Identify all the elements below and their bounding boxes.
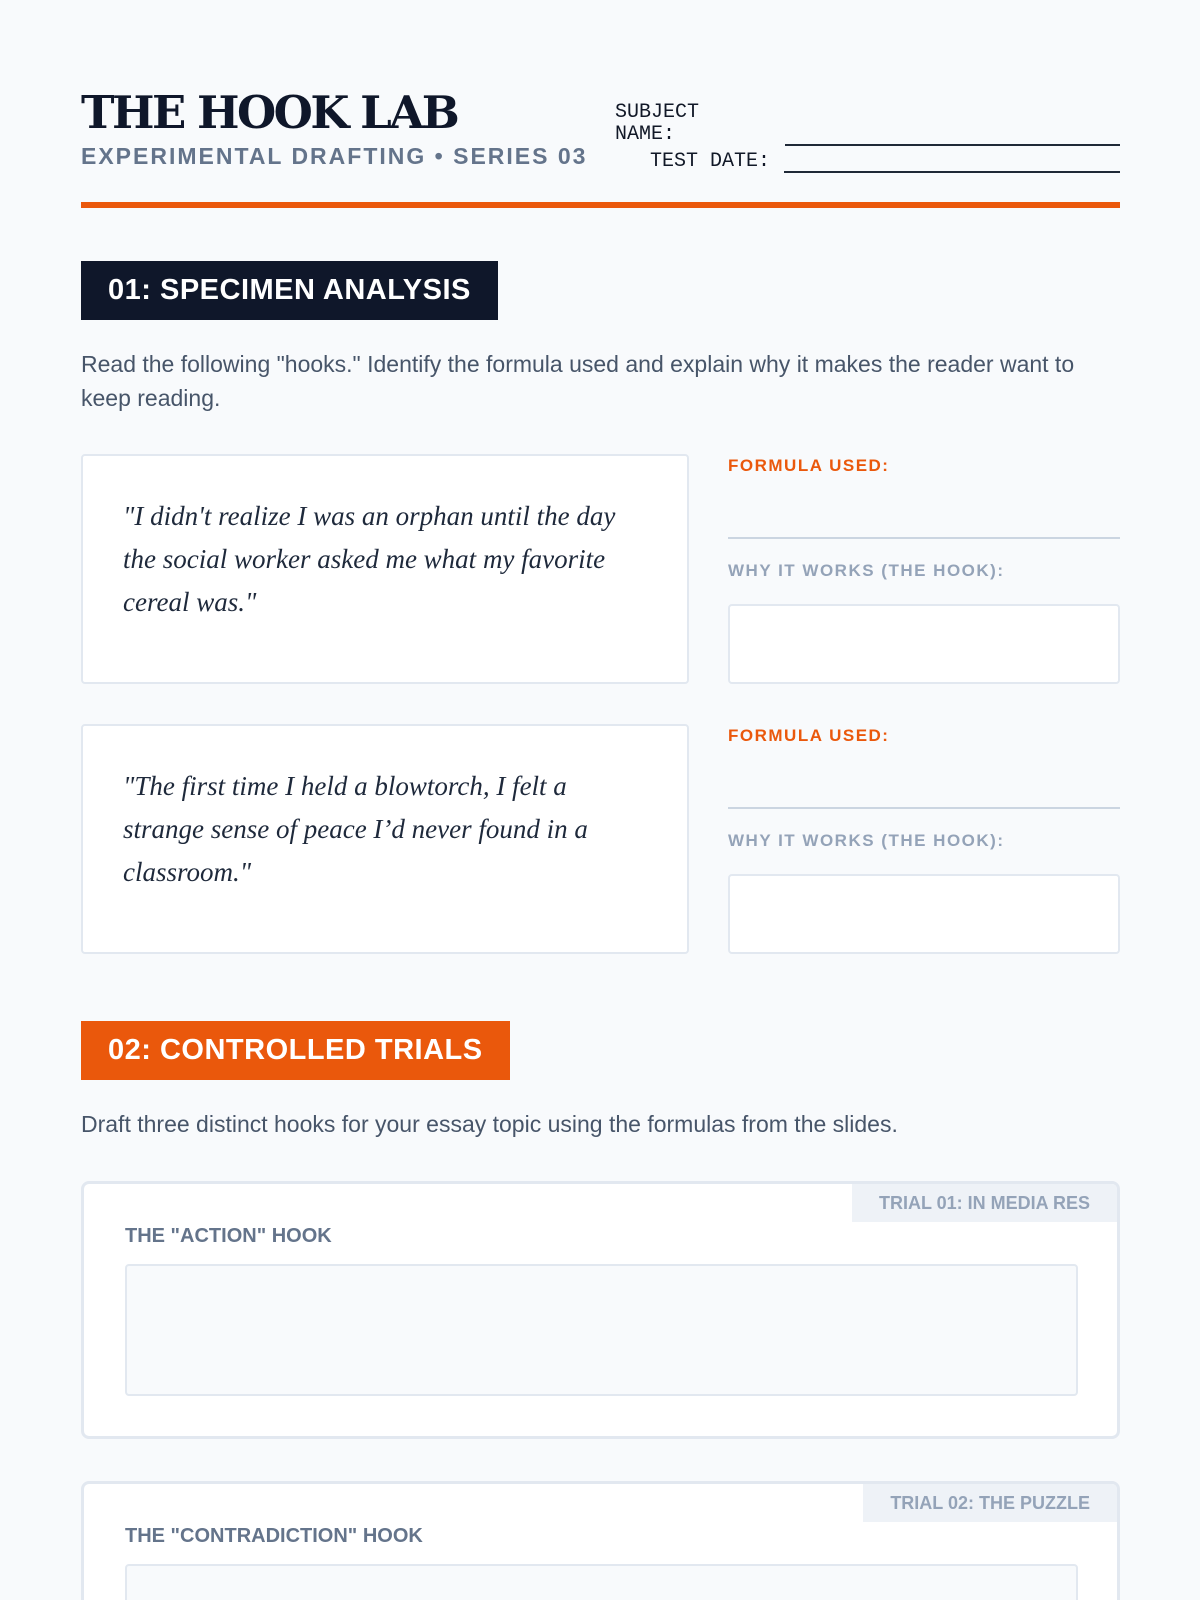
why-it-works-field[interactable] [728,604,1120,684]
specimen-row [81,454,1120,684]
subject-name-row [615,101,1120,146]
formula-used-field[interactable] [728,807,1120,809]
specimen-answer [728,724,1120,954]
formula-used-label: FORMULA USED: [728,456,890,475]
why-it-works-field[interactable] [728,874,1120,954]
test-date-field[interactable] [784,155,1120,173]
test-date-label: TEST DATE: [649,150,770,173]
worksheet-header [81,0,1120,208]
section-heading: 01: SPECIMEN ANALYSIS [81,261,498,320]
trial-card [81,1181,1120,1439]
formula-used-field[interactable] [728,537,1120,539]
why-it-works-label: WHY IT WORKS (THE HOOK): [728,831,1005,850]
section-intro: Draft three distinct hooks for your essay topic using the formulas from the slides. [81,1111,898,1137]
section-specimen-analysis [81,261,498,320]
section-intro: Read the following "hooks." Identify the formula used and explain why it makes the reader want to keep reading. [81,351,1075,411]
specimen-answer [728,454,1120,684]
specimen-quote: "The first time I held a blowtorch, I felt a strange sense of peace I’d never found in a classroom." [123,771,588,887]
subject-info [615,101,1120,173]
trial-draft-field[interactable] [125,1564,1078,1600]
page-title: THE HOOK LAB [81,86,458,139]
trial-card [81,1481,1120,1600]
trial-tag: TRIAL 02: THE PUZZLE [863,1484,1117,1522]
trial-label: THE "ACTION" HOOK [125,1225,332,1247]
section-heading: 02: CONTROLLED TRIALS [81,1021,510,1080]
specimen-quote-card [81,454,689,684]
subject-name-field[interactable] [785,128,1120,146]
subject-name-label: SUBJECT NAME: [615,101,700,146]
worksheet [81,0,1120,1547]
section-controlled-trials [81,1021,510,1080]
specimen-row [81,724,1120,954]
why-it-works-label: WHY IT WORKS (THE HOOK): [728,561,1005,580]
trial-draft-field[interactable] [125,1264,1078,1396]
trial-label: THE "CONTRADICTION" HOOK [125,1525,423,1547]
specimen-quote-card [81,724,689,954]
formula-used-label: FORMULA USED: [728,726,890,745]
trial-tag: TRIAL 01: IN MEDIA RES [852,1184,1117,1222]
page-subtitle: EXPERIMENTAL DRAFTING • SERIES 03 [81,143,588,169]
specimen-quote: "I didn't realize I was an orphan until the day the social worker asked me what my favorite cereal was." [123,501,616,617]
test-date-row [615,146,1120,173]
